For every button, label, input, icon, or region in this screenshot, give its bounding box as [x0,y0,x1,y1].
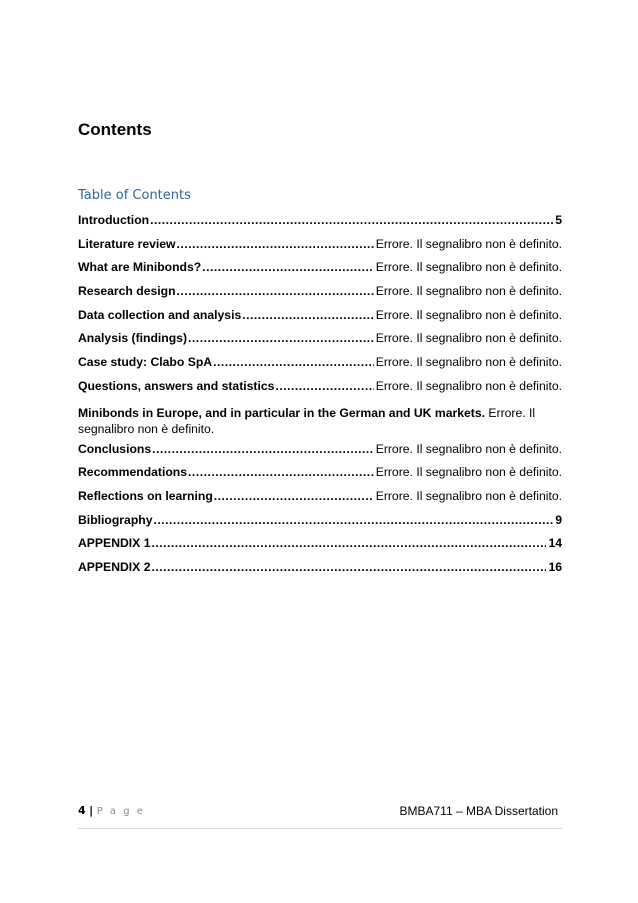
toc-entry-label: Minibonds in Europe, and in particular in the German and UK markets. [78,405,485,420]
toc-entry-error: Errore. Il segnalibro non è definito. [375,378,562,393]
toc-entry-error: Errore. Il segnalibro non è definito. [375,441,562,456]
toc-entry-error: Errore. Il segnalibro non è definito. [375,331,562,346]
footer-rule [78,828,562,829]
toc-entry-error: Errore. Il segnalibro non è definito. [375,260,562,275]
toc-leader-dots [188,331,374,345]
toc-leader-dots [152,442,374,456]
toc-entry[interactable] [78,260,562,284]
toc-title: Table of Contents [78,188,191,203]
toc-entry-label: Reflections on learning [78,488,213,503]
toc-entry-label: Conclusions [78,441,152,456]
toc-entry[interactable] [78,465,562,489]
toc-entry-label: Questions, answers and statistics [78,378,275,393]
contents-heading: Contents [78,120,152,139]
toc-entry-error: Errore. Il segnalibro non è definito. [375,355,562,370]
toc-leader-dots [214,489,374,503]
toc-entry[interactable] [78,308,562,332]
toc-entry[interactable] [78,536,562,560]
toc-entry-page: 9 [555,512,562,527]
page-number-block [78,804,145,817]
toc-entry-error: Errore. Il segnalibro non è definito. [375,465,562,480]
toc-leader-dots [213,355,374,369]
toc-leader-dots [153,513,553,527]
toc-entry-error: Errore. Il segnalibro non è definito. [78,405,536,436]
toc-leader-dots [150,213,553,227]
toc-entry[interactable] [78,237,562,261]
toc-entry[interactable] [78,379,562,403]
toc-entry[interactable] [78,331,562,355]
toc-leader-dots [242,308,373,322]
toc-entry-label: Bibliography [78,512,153,527]
toc-entry-label: APPENDIX 1 [78,536,151,551]
toc-entry-label: Introduction [78,213,150,227]
toc-entry[interactable] [78,355,562,379]
toc-entry[interactable] [78,403,562,442]
toc-entry-label: Research design [78,284,176,299]
toc-leader-dots [275,379,373,393]
toc-entry-label: Analysis (findings) [78,331,188,346]
toc-entry-page: 14 [548,536,562,551]
page-label: P a g e [96,806,145,817]
toc-entry-label: Recommendations [78,465,188,480]
toc-entry[interactable] [78,442,562,466]
toc-entry-error: Errore. Il segnalibro non è definito. [375,284,562,299]
toc-leader-dots [177,284,374,298]
toc-entry[interactable] [78,213,562,237]
toc-entry[interactable] [78,284,562,308]
document-title: BMBA711 – MBA Dissertation [399,804,558,818]
page-separator: | [89,804,94,817]
toc-entry-label: What are Minibonds? [78,260,202,275]
toc-entry[interactable] [78,560,562,584]
toc-entry-label: Literature review [78,236,176,251]
toc-entry[interactable] [78,489,562,513]
toc-leader-dots [151,536,546,550]
toc-entry-label: Data collection and analysis [78,307,242,322]
toc-leader-dots [188,465,374,479]
toc-entry-label: Case study: Clabo SpA [78,355,213,370]
toc-entry-error: Errore. Il segnalibro non è definito. [375,488,562,503]
toc-entry-page: 16 [548,559,562,574]
table-of-contents [78,213,562,584]
toc-leader-dots [177,237,374,251]
toc-entry-label: APPENDIX 2 [78,559,151,574]
toc-entry[interactable] [78,513,562,537]
toc-leader-dots [151,560,546,574]
toc-entry-error: Errore. Il segnalibro non è definito. [375,307,562,322]
page-footer [78,804,562,820]
toc-leader-dots [202,260,373,274]
toc-entry-page: 5 [555,213,562,227]
page-number: 4 [78,804,86,817]
toc-entry-error: Errore. Il segnalibro non è definito. [375,236,562,251]
